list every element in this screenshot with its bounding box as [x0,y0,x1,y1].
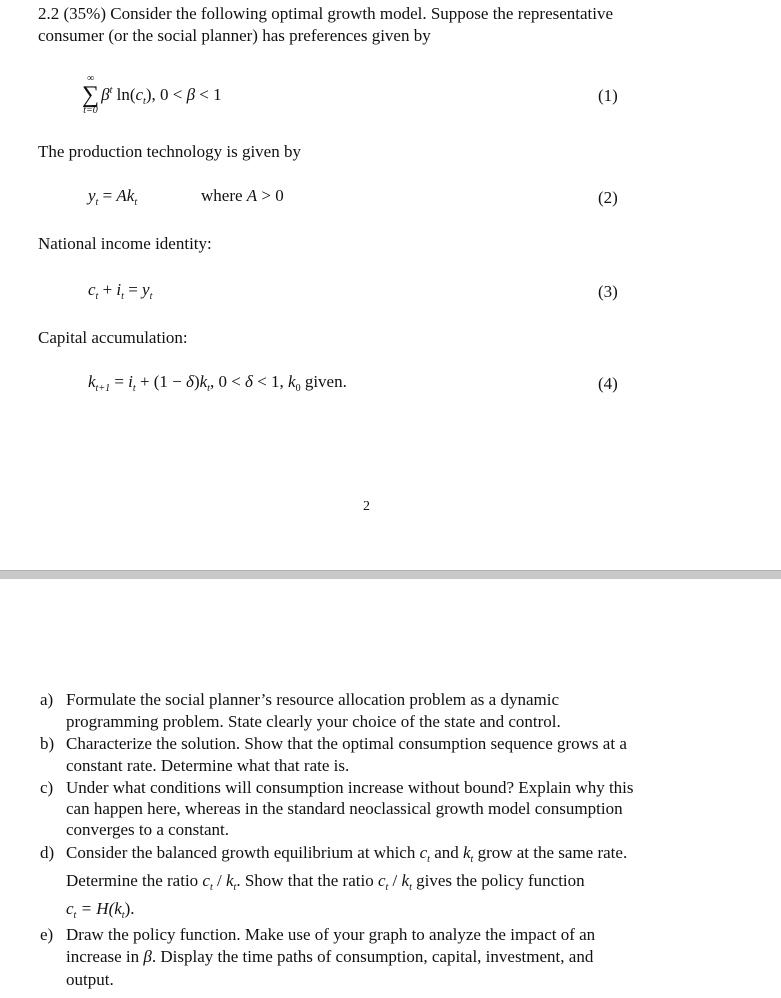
question-a-line: programming problem. State clearly your choice of the state and control. [66,712,561,731]
intro-line-1: 2.2 (35%) Consider the following optimal growth model. Suppose the representative [38,4,614,23]
question-b-label: b) [40,734,55,753]
question-d-line: Consider the balanced growth equilibrium at which $c_t$ and $k_t$ grow at the same rate. [66,843,628,865]
question-d-line: $c_t = H(k_t)$. [66,899,135,921]
equation-4: $k_{t+1} = i_t + (1 - \delta)k_t$, 0 < δ < 1, $k_0$ given. [88,372,347,394]
capital-accumulation-text: Capital accumulation: [38,328,188,347]
question-b-line: Characterize the solution. Show that the optimal consumption sequence grows at a [66,734,627,753]
question-e-line: output. [66,970,114,989]
question-a-label: a) [40,690,54,709]
equation-1-body: $\beta^t$ $\ln(c_t)$, 0 < β < 1 [101,85,222,107]
question-d-label: d) [40,843,55,862]
page-separator [0,570,781,579]
equation-1-number: (1) [598,86,618,105]
question-b-line: constant rate. Determine what that rate is. [66,756,350,775]
question-e-label: e) [40,925,54,944]
question-c-label: c) [40,778,54,797]
question-c-line: can happen here, whereas in the standard neoclassical growth model consumption [66,799,623,818]
equation-4-number: (4) [598,374,618,393]
question-e-line: Draw the policy function. Make use of your graph to analyze the impact of an [66,925,596,944]
equation-2-condition: where A > 0 [201,186,284,205]
equation-2-number: (2) [598,188,618,207]
income-identity-text: National income identity: [38,234,212,253]
sum-symbol: ∑ [82,82,100,108]
question-c-line: converges to a constant. [66,820,230,839]
sum-upper-limit: ∞ [86,73,95,84]
question-e-line: increase in β. Display the time paths of consumption, capital, investment, and [66,947,594,966]
intro-line-2: consumer (or the social planner) has preferences given by [38,26,431,45]
equation-3-number: (3) [598,282,618,301]
production-text: The production technology is given by [38,142,301,161]
equation-1 [82,74,222,116]
summation [82,74,99,116]
question-d-line: Determine the ratio $c_t / k_t$. Show that the ratio $c_t / k_t$ gives the policy function [66,871,585,893]
equation-3: $c_t + i_t = y_t$ [88,280,153,302]
question-a-line: Formulate the social planner’s resource allocation problem as a dynamic [66,690,559,709]
equation-2: $y_t = Ak_t$ [88,186,138,208]
sum-lower-limit: t=0 [83,105,98,116]
question-c-line: Under what conditions will consumption increase without bound? Explain why this [66,778,634,797]
page-number: 2 [363,499,370,514]
